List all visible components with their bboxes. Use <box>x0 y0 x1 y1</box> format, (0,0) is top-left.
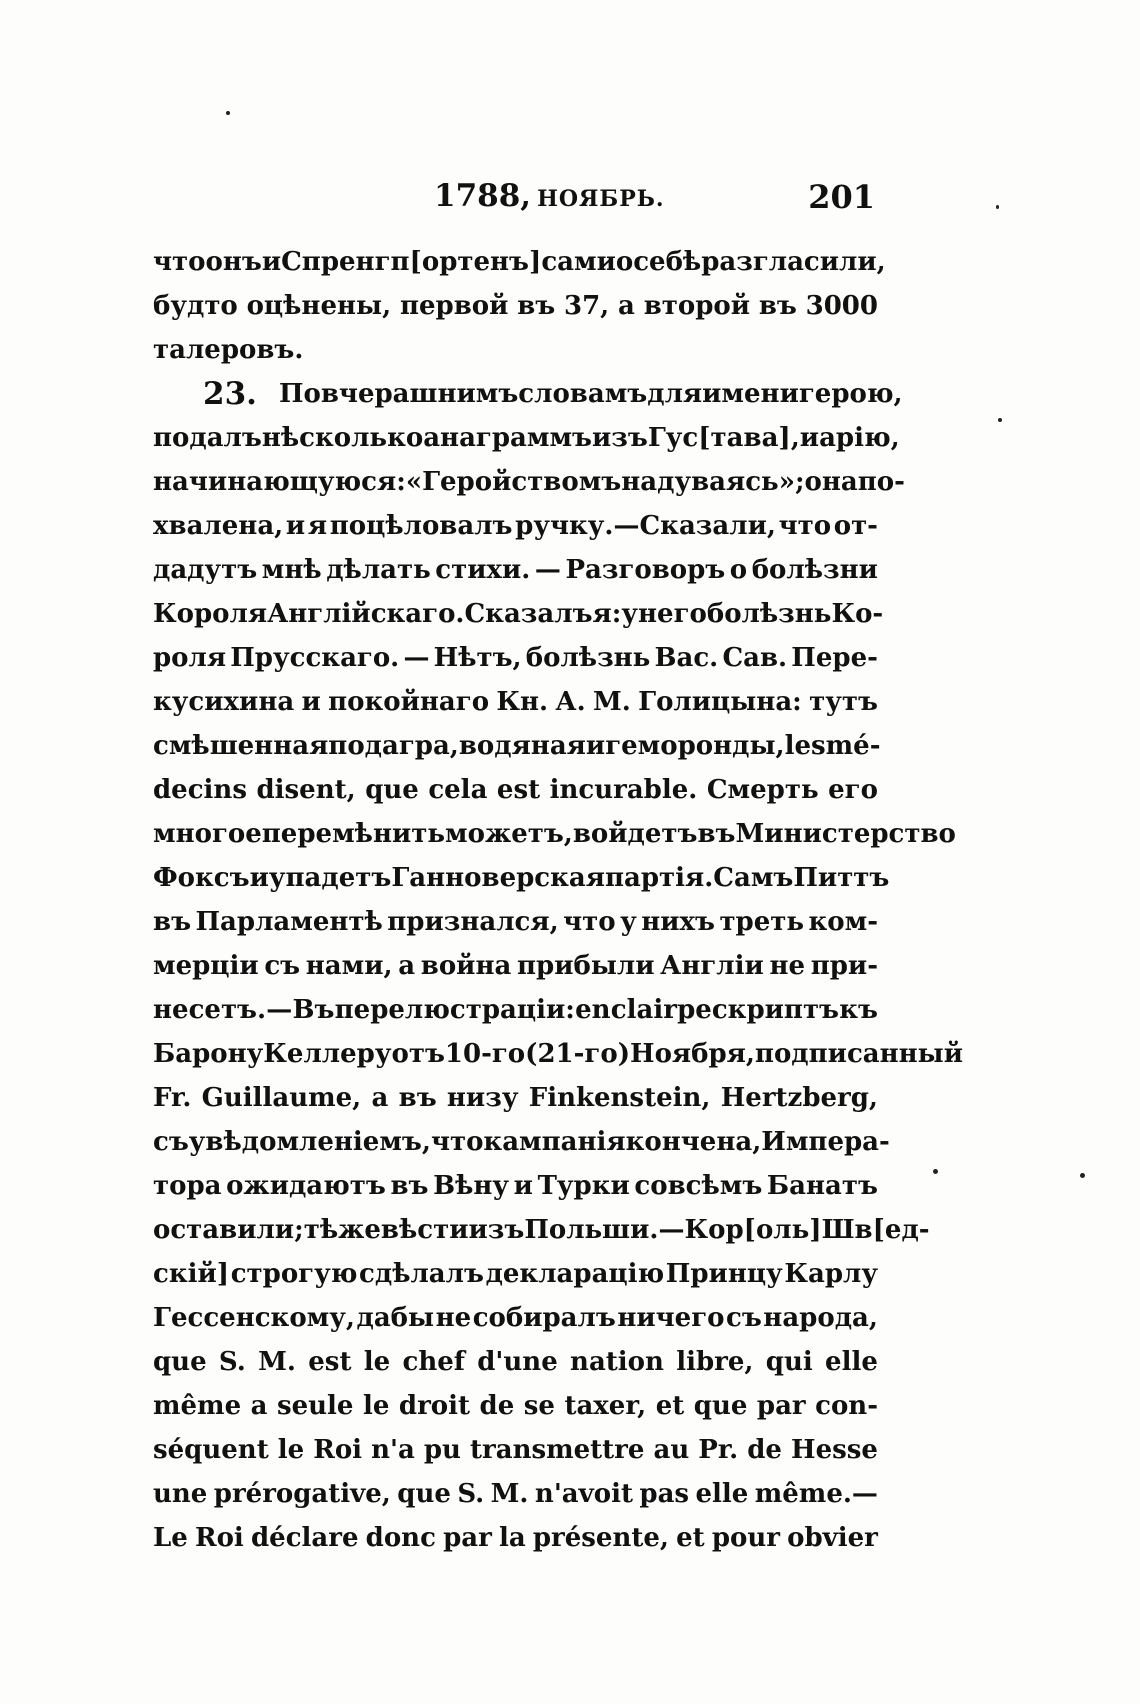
text-line <box>153 372 903 416</box>
word: она <box>804 467 858 497</box>
word: Польши.—Кор[оль] <box>524 1215 822 1245</box>
word: Прусскаго. <box>230 643 400 673</box>
word: нѣсколько <box>261 423 424 453</box>
word: Гус[тава], <box>647 423 800 453</box>
word: надуваясь»; <box>621 467 805 497</box>
word: что <box>430 1127 484 1157</box>
text-line <box>153 988 878 1032</box>
word: и <box>585 731 606 761</box>
word: incurable. <box>549 775 698 805</box>
word: et <box>676 1523 705 1553</box>
word: «Геройствомъ <box>405 467 622 497</box>
word: pas <box>639 1479 690 1509</box>
word: ничего <box>617 1303 725 1333</box>
text-line <box>153 1516 878 1560</box>
word: Le <box>153 1523 188 1553</box>
text-line <box>153 592 884 636</box>
word: droit <box>398 1391 471 1421</box>
word: Пере- <box>791 643 878 673</box>
text-line <box>153 284 878 328</box>
word: съ <box>726 1303 762 1333</box>
word: дабы <box>356 1303 435 1333</box>
word: кончена, <box>625 1127 762 1157</box>
word: Ганноверская <box>391 863 605 893</box>
word: n'a <box>371 1435 415 1465</box>
word: партія. <box>604 863 714 893</box>
word: для <box>647 379 703 409</box>
word: Смерть <box>706 775 819 805</box>
word: seule <box>276 1391 354 1421</box>
word: pour <box>711 1523 780 1553</box>
word: elle <box>825 1347 878 1377</box>
word: — <box>403 643 430 673</box>
word: второй <box>643 291 751 321</box>
scan-speck <box>226 111 230 115</box>
word: признался, <box>387 907 559 937</box>
word: кусихина <box>153 687 295 717</box>
word: Короля <box>153 599 268 629</box>
word: S. <box>218 1347 246 1377</box>
word: талеровъ. <box>153 335 304 365</box>
word: 3000 <box>805 291 878 321</box>
word: тѣ <box>303 1215 339 1245</box>
word: le <box>363 1347 391 1377</box>
text-line <box>153 812 956 856</box>
word: 10-го(21-го) <box>444 1039 631 1069</box>
word: что <box>778 511 832 541</box>
word: que <box>153 1347 207 1377</box>
word: первой <box>399 291 509 321</box>
word: имени <box>702 379 799 409</box>
word: изъ <box>591 423 648 453</box>
word: народа, <box>763 1303 878 1333</box>
word: подалъ <box>153 423 262 453</box>
text-line <box>153 724 881 768</box>
word: упадетъ <box>268 863 392 893</box>
word: декларацію <box>485 1259 665 1289</box>
word: en <box>575 995 611 1025</box>
header-separator: , <box>520 178 532 214</box>
word: болѣзни <box>751 555 878 585</box>
word: въ <box>517 291 556 321</box>
word: obvier <box>787 1523 878 1553</box>
text-line <box>153 548 878 592</box>
word: Fr. <box>153 1083 192 1113</box>
word: Roi <box>313 1435 363 1465</box>
word: отъ <box>391 1039 445 1069</box>
word: а <box>618 291 635 321</box>
word: начинающуюся: <box>153 467 406 497</box>
text-line <box>153 1032 964 1076</box>
word: la <box>498 1523 526 1553</box>
word: que <box>397 1479 451 1509</box>
text-line <box>153 636 878 680</box>
word: что <box>153 247 206 277</box>
word: не <box>435 1303 472 1333</box>
paragraph-number: 23. <box>203 376 257 412</box>
word: нами, <box>305 951 393 981</box>
word: болѣзнь <box>525 643 651 673</box>
word: Питтъ <box>793 863 890 893</box>
word: сами <box>541 247 616 277</box>
word: que <box>693 1391 748 1421</box>
word: стихи. <box>435 555 531 585</box>
word: Вас. <box>654 643 719 673</box>
word: Англійскаго. <box>267 599 465 629</box>
word: disent, <box>256 775 356 805</box>
word: сдѣлалъ <box>359 1259 484 1289</box>
word: низу <box>446 1083 519 1113</box>
word: les <box>784 731 826 761</box>
word: рескриптъ <box>677 995 840 1025</box>
word: роля <box>153 643 227 673</box>
word: и <box>249 863 269 893</box>
word: анаграммъ <box>423 423 592 453</box>
text-line <box>153 1340 878 1384</box>
word: Сав. <box>722 643 788 673</box>
word: Кн. <box>496 687 549 717</box>
word: геморонды, <box>605 731 785 761</box>
word: d'une <box>477 1347 558 1377</box>
word: изъ <box>468 1215 525 1245</box>
word: о <box>615 247 634 277</box>
word: Pr. <box>698 1435 739 1465</box>
word: Министерство <box>735 819 956 849</box>
word: М. <box>592 687 631 717</box>
word: Нѣтъ, <box>433 643 522 673</box>
word: M. <box>258 1347 296 1377</box>
word: По <box>278 379 321 409</box>
word: Парламентѣ <box>195 907 383 937</box>
word: поцѣловалъ <box>329 511 513 541</box>
word: оцѣнены, <box>246 291 392 321</box>
word: est <box>496 775 541 805</box>
text-line <box>153 328 878 372</box>
word: Англіи <box>660 951 764 981</box>
word: Roi <box>194 1523 244 1553</box>
word: chef <box>402 1347 465 1377</box>
text-line <box>153 900 878 944</box>
word: une <box>153 1479 208 1509</box>
word: и <box>513 1171 533 1201</box>
text-line <box>153 1164 878 1208</box>
text-line <box>153 240 886 284</box>
word: Карлу <box>784 1259 878 1289</box>
word: au <box>653 1435 690 1465</box>
word: водяная <box>458 731 586 761</box>
word: n'avoit <box>534 1479 633 1509</box>
word: ручку.—Сказали, <box>515 511 776 541</box>
text-line <box>153 460 905 504</box>
word: Принцу <box>665 1259 783 1289</box>
word: par <box>443 1523 492 1553</box>
word: въ <box>398 1083 437 1113</box>
word: у <box>620 907 637 937</box>
word: собиралъ <box>472 1303 616 1333</box>
word: pu <box>423 1435 461 1465</box>
text-line <box>153 1296 878 1340</box>
word: онъ <box>205 247 262 277</box>
word: S. <box>457 1479 485 1509</box>
word: подписанный <box>754 1039 964 1069</box>
word: — <box>534 555 561 585</box>
word: Hesse <box>791 1435 878 1465</box>
text-line <box>153 1208 930 1252</box>
word: 37, <box>564 291 610 321</box>
word: будто <box>153 291 238 321</box>
word: Разговоръ <box>565 555 726 585</box>
text-line <box>153 1472 878 1516</box>
word: Сказалъ <box>464 599 593 629</box>
word: Спренгп[ортенъ] <box>281 247 542 277</box>
word: Банатъ <box>766 1171 878 1201</box>
word: Голицына: <box>638 687 802 717</box>
word: Finkenstein, <box>528 1083 711 1113</box>
word: его <box>828 775 878 805</box>
word: треть <box>719 907 805 937</box>
word: война <box>420 951 512 981</box>
word: тора <box>153 1171 222 1201</box>
word: Гессенскому, <box>153 1303 355 1333</box>
word: съ <box>264 951 301 981</box>
word: elle <box>695 1479 749 1509</box>
word: увѣдомленіемъ, <box>188 1127 431 1157</box>
word: — <box>266 995 293 1025</box>
word: прибыли <box>517 951 655 981</box>
word: déclare <box>250 1523 359 1553</box>
word: le <box>362 1391 390 1421</box>
word: ком- <box>808 907 878 937</box>
text-line <box>153 680 878 724</box>
word: нихъ <box>641 907 715 937</box>
word: donc <box>365 1523 436 1553</box>
word: Guillaume, <box>201 1083 362 1113</box>
word: Ко- <box>831 599 884 629</box>
word: Шв[ед- <box>821 1215 930 1245</box>
word: герою, <box>798 379 903 409</box>
word: Ноября, <box>630 1039 755 1069</box>
word: Импера- <box>761 1127 890 1157</box>
word: о <box>729 555 748 585</box>
word: арію, <box>819 423 900 453</box>
word: смѣшенная <box>153 731 329 761</box>
word: въ <box>697 819 736 849</box>
text-line <box>153 1076 878 1120</box>
word: clair <box>610 995 677 1025</box>
word: по- <box>857 467 905 497</box>
text-line <box>153 1120 890 1164</box>
word: transmettre <box>470 1435 645 1465</box>
text-line <box>153 768 878 812</box>
word: le <box>277 1435 305 1465</box>
text-line <box>153 1428 878 1472</box>
word: и <box>301 687 321 717</box>
word: въ <box>153 907 192 937</box>
word: Турки <box>537 1171 630 1201</box>
word: Hertzberg, <box>720 1083 878 1113</box>
word: а <box>371 1083 389 1113</box>
word: est <box>308 1347 352 1377</box>
word: même <box>153 1391 242 1421</box>
word: decins <box>153 775 247 805</box>
word: вѣсти <box>380 1215 469 1245</box>
word: не <box>769 951 806 981</box>
word: разгласили, <box>701 247 886 277</box>
word: de <box>479 1391 515 1421</box>
word: скій] <box>153 1259 230 1289</box>
word: дѣлать <box>326 555 431 585</box>
word: présente, <box>532 1523 669 1553</box>
word: совсѣмъ <box>634 1171 763 1201</box>
word: при- <box>810 951 878 981</box>
page-number: 201 <box>808 178 875 216</box>
scan-speck <box>998 418 1002 422</box>
word: libre, <box>676 1347 754 1377</box>
word: и <box>285 511 306 541</box>
word: что <box>563 907 616 937</box>
text-line <box>153 416 900 460</box>
word: себѣ <box>633 247 702 277</box>
scan-speck <box>933 1169 938 1174</box>
word: у <box>621 599 638 629</box>
word: многое <box>153 819 262 849</box>
word: дадутъ <box>153 555 258 585</box>
word: et <box>655 1391 685 1421</box>
word: de <box>747 1435 782 1465</box>
word: строгую <box>230 1259 358 1289</box>
text-line <box>153 856 890 900</box>
word: словамъ <box>518 379 648 409</box>
word: Келлеру <box>263 1039 392 1069</box>
word: con- <box>815 1391 878 1421</box>
word: M. <box>490 1479 529 1509</box>
word: nation <box>570 1347 664 1377</box>
word: хвалена, <box>153 511 284 541</box>
word: par <box>756 1391 806 1421</box>
word: от- <box>833 511 878 541</box>
text-line <box>153 944 878 988</box>
word: я <box>307 511 328 541</box>
word: мнѣ <box>261 555 322 585</box>
header-year-group <box>434 178 665 214</box>
word: se <box>523 1391 555 1421</box>
word: Вѣну <box>433 1171 510 1201</box>
word: въ <box>758 291 797 321</box>
word: можетъ, <box>445 819 573 849</box>
paragraph-first-line <box>279 372 903 416</box>
word: taxer, <box>564 1391 647 1421</box>
word: несетъ. <box>153 995 267 1025</box>
word: séquent <box>153 1435 269 1465</box>
word: Барону <box>153 1039 264 1069</box>
word: покойнаго <box>328 687 490 717</box>
word: вчерашнимъ <box>320 379 519 409</box>
word: même.— <box>754 1479 878 1509</box>
scan-speck <box>996 205 999 209</box>
word: mé- <box>825 731 881 761</box>
word: тутъ <box>809 687 878 717</box>
word: a <box>250 1391 268 1421</box>
word: Въ <box>292 995 335 1025</box>
word: мерціи <box>153 951 259 981</box>
word: и <box>799 423 820 453</box>
word: же <box>338 1215 381 1245</box>
header-year: 1788 <box>434 178 521 214</box>
word: войдетъ <box>572 819 698 849</box>
running-header <box>150 178 875 228</box>
text-line <box>153 1384 878 1428</box>
word: въ <box>390 1171 429 1201</box>
word: qui <box>765 1347 813 1377</box>
word: и <box>261 247 282 277</box>
word: къ <box>839 995 878 1025</box>
word: него <box>638 599 707 629</box>
word: кампанія <box>483 1127 626 1157</box>
word: que <box>365 775 419 805</box>
word: cela <box>428 775 488 805</box>
scan-speck <box>1080 1173 1085 1178</box>
word: оставили; <box>153 1215 304 1245</box>
word: ожидаютъ <box>226 1171 386 1201</box>
word: болѣзнь <box>706 599 832 629</box>
text-line <box>153 504 878 548</box>
word: prérogative, <box>213 1479 391 1509</box>
word: А. <box>555 687 586 717</box>
word: подагра, <box>328 731 459 761</box>
text-line <box>153 1252 878 1296</box>
page-text <box>153 240 964 1560</box>
word: я: <box>592 599 622 629</box>
word: Фоксъ <box>153 863 250 893</box>
header-month: НОЯБРЬ. <box>537 186 665 212</box>
word: а <box>398 951 416 981</box>
word: Самъ <box>713 863 794 893</box>
word: перемѣнить <box>261 819 446 849</box>
word: съ <box>153 1127 189 1157</box>
word: перелюстраціи: <box>334 995 575 1025</box>
